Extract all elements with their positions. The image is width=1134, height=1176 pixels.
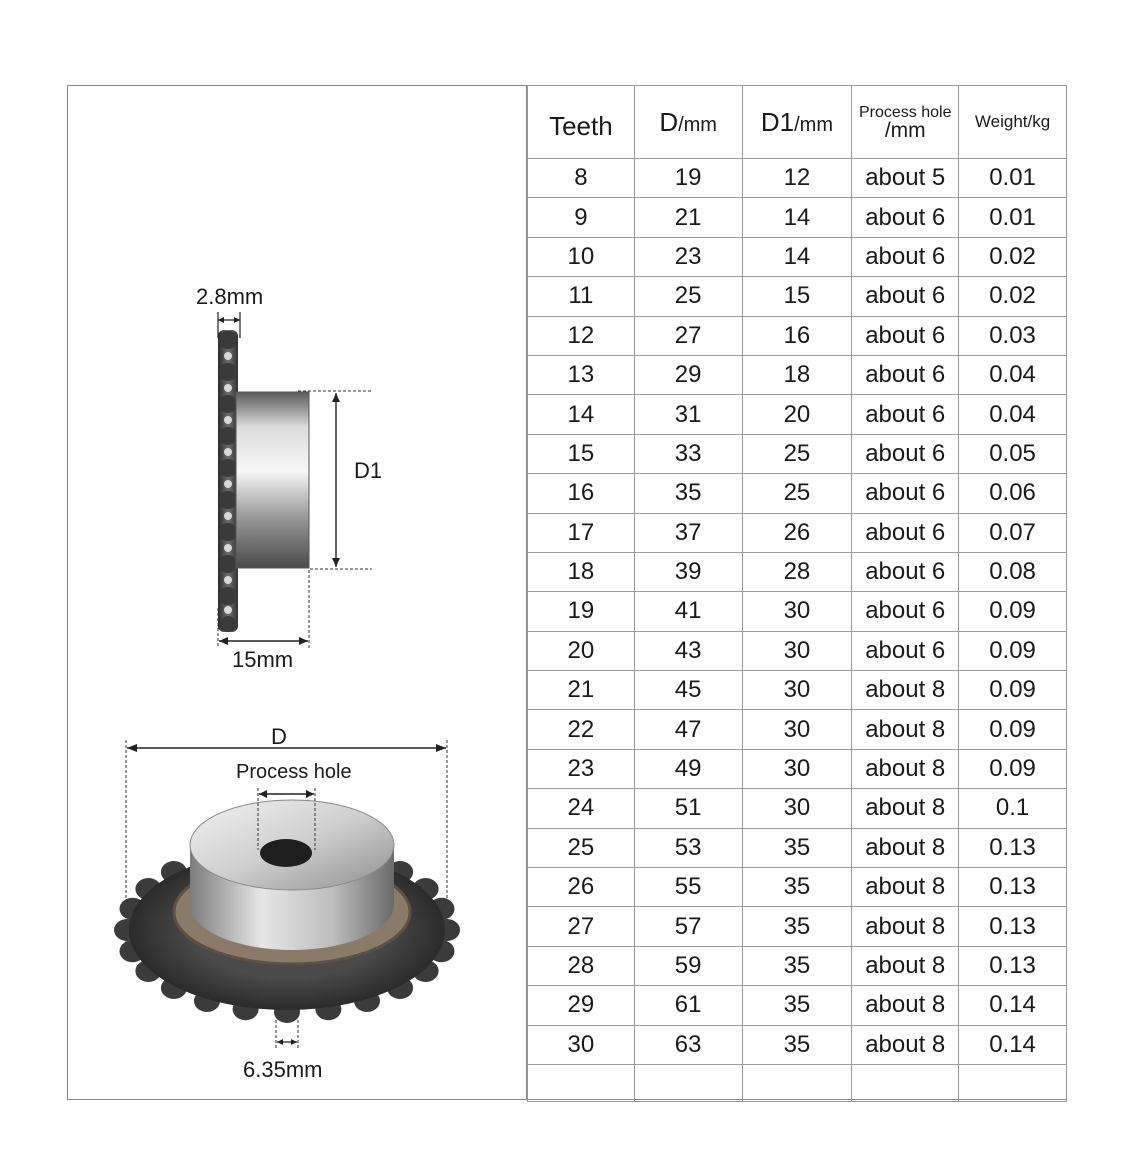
cell-process-hole: about 8 — [852, 868, 959, 907]
cell-d: 37 — [634, 513, 742, 552]
header-process-hole: Process hole /mm — [852, 86, 959, 159]
cell-d1: 25 — [742, 474, 852, 513]
cell-d1: 18 — [742, 355, 852, 394]
cell-teeth: 20 — [528, 631, 635, 670]
cell-teeth: 26 — [528, 868, 635, 907]
cell-process-hole: about 8 — [852, 828, 959, 867]
cell-teeth: 13 — [528, 355, 635, 394]
cell-process-hole: about 6 — [852, 237, 959, 276]
cell-d: 21 — [634, 198, 742, 237]
cell-weight: 0.07 — [959, 513, 1067, 552]
cell-process-hole: about 6 — [852, 631, 959, 670]
thickness-label: 2.8mm — [196, 284, 264, 309]
pitch-label: 6.35mm — [243, 1057, 323, 1082]
cell-d1: 12 — [742, 159, 852, 198]
cell-weight: 0.09 — [959, 671, 1067, 710]
header-teeth: Teeth — [528, 86, 635, 159]
outer-diameter-label: D — [271, 724, 287, 749]
cell-weight: 0.08 — [959, 552, 1067, 591]
cell-d1: 30 — [742, 749, 852, 788]
table-row — [528, 789, 1067, 828]
cell-weight: 0.04 — [959, 355, 1067, 394]
cell-d1: 35 — [742, 986, 852, 1025]
cell-teeth: 11 — [528, 277, 635, 316]
cell-teeth: 25 — [528, 828, 635, 867]
cell-weight: 0.01 — [959, 198, 1067, 237]
cell-process-hole: about 6 — [852, 316, 959, 355]
table-row — [528, 474, 1067, 513]
cell-d1: 35 — [742, 828, 852, 867]
hub-diameter-label: D1 — [354, 458, 383, 483]
cell-d: 49 — [634, 749, 742, 788]
cell-weight: 0.09 — [959, 710, 1067, 749]
table-row — [528, 434, 1067, 473]
cell-d1: 15 — [742, 277, 852, 316]
cell-teeth: 18 — [528, 552, 635, 591]
cell-weight: 0.13 — [959, 828, 1067, 867]
cell-d: 51 — [634, 789, 742, 828]
cell-teeth: 27 — [528, 907, 635, 946]
cell-d: 55 — [634, 868, 742, 907]
cell-d: 31 — [634, 395, 742, 434]
hub-side — [236, 392, 309, 568]
table-row — [528, 198, 1067, 237]
table-row — [528, 986, 1067, 1025]
cell-weight: 0.01 — [959, 159, 1067, 198]
cell-process-hole: about 8 — [852, 986, 959, 1025]
cell-d: 61 — [634, 986, 742, 1025]
cell-teeth: 21 — [528, 671, 635, 710]
cell-d1: 35 — [742, 946, 852, 985]
cell-teeth: 10 — [528, 237, 635, 276]
cell-d: 59 — [634, 946, 742, 985]
cell-weight: 0.14 — [959, 986, 1067, 1025]
hub-length-label: 15mm — [232, 647, 294, 672]
cell-teeth: 22 — [528, 710, 635, 749]
process-hole — [260, 839, 312, 867]
cell-teeth: 29 — [528, 986, 635, 1025]
table-row — [528, 946, 1067, 985]
cell-process-hole: about 8 — [852, 907, 959, 946]
table-row — [528, 749, 1067, 788]
cell-d1: 25 — [742, 434, 852, 473]
cell-d1: 14 — [742, 237, 852, 276]
cell-d1: 28 — [742, 552, 852, 591]
cell-teeth: 19 — [528, 592, 635, 631]
cell-process-hole: about 6 — [852, 395, 959, 434]
spec-table — [527, 85, 1067, 1102]
cell-weight: 0.13 — [959, 907, 1067, 946]
cell-process-hole: about 8 — [852, 789, 959, 828]
cell-process-hole: about 6 — [852, 592, 959, 631]
cell-weight: 0.02 — [959, 237, 1067, 276]
cell-teeth: 12 — [528, 316, 635, 355]
cell-weight: 0.14 — [959, 1025, 1067, 1064]
cell-process-hole: about 6 — [852, 474, 959, 513]
cell-d1: 30 — [742, 710, 852, 749]
table-row — [528, 513, 1067, 552]
table-row — [528, 671, 1067, 710]
cell-d1: 14 — [742, 198, 852, 237]
table-row — [528, 828, 1067, 867]
cell-process-hole: about 8 — [852, 1025, 959, 1064]
cell-teeth: 28 — [528, 946, 635, 985]
cell-weight: 0.13 — [959, 868, 1067, 907]
cell-process-hole: about 8 — [852, 946, 959, 985]
cell-teeth: 14 — [528, 395, 635, 434]
cell-d1: 30 — [742, 789, 852, 828]
table-row — [528, 237, 1067, 276]
table-row — [528, 316, 1067, 355]
side-view — [218, 312, 372, 648]
table-row — [528, 592, 1067, 631]
cell-d: 45 — [634, 671, 742, 710]
header-d1: D1/mm — [742, 86, 852, 159]
cell-d1: 30 — [742, 592, 852, 631]
cell-d1: 30 — [742, 671, 852, 710]
cell-process-hole: about 8 — [852, 710, 959, 749]
cell-weight: 0.02 — [959, 277, 1067, 316]
cell-weight: 0.09 — [959, 749, 1067, 788]
table-row — [528, 1025, 1067, 1064]
cell-weight: 0.09 — [959, 592, 1067, 631]
cell-d1: 20 — [742, 395, 852, 434]
cell-d: 33 — [634, 434, 742, 473]
cell-process-hole: about 6 — [852, 277, 959, 316]
cell-teeth: 24 — [528, 789, 635, 828]
cell-d: 27 — [634, 316, 742, 355]
cell-d: 19 — [634, 159, 742, 198]
cell-d: 39 — [634, 552, 742, 591]
cell-teeth: 8 — [528, 159, 635, 198]
cell-process-hole: about 6 — [852, 198, 959, 237]
table-row — [528, 277, 1067, 316]
cell-d1: 35 — [742, 868, 852, 907]
cell-teeth: 30 — [528, 1025, 635, 1064]
cell-weight: 0.04 — [959, 395, 1067, 434]
cell-process-hole: about 8 — [852, 671, 959, 710]
cell-weight: 0.09 — [959, 631, 1067, 670]
cell-teeth: 9 — [528, 198, 635, 237]
cell-weight: 0.03 — [959, 316, 1067, 355]
table-row — [528, 355, 1067, 394]
table-row — [528, 395, 1067, 434]
cell-d1: 35 — [742, 1025, 852, 1064]
cell-d1: 35 — [742, 907, 852, 946]
table-row — [528, 552, 1067, 591]
cell-d: 35 — [634, 474, 742, 513]
table-row — [528, 710, 1067, 749]
table-row — [528, 868, 1067, 907]
cell-process-hole: about 6 — [852, 355, 959, 394]
process-hole-label: Process hole — [236, 761, 352, 783]
front-view — [114, 740, 460, 1050]
cell-d: 23 — [634, 237, 742, 276]
cell-d: 29 — [634, 355, 742, 394]
table-header-row — [528, 86, 1067, 159]
cell-d: 25 — [634, 277, 742, 316]
cell-process-hole: about 8 — [852, 749, 959, 788]
cell-weight: 0.13 — [959, 946, 1067, 985]
cell-weight: 0.1 — [959, 789, 1067, 828]
cell-d1: 16 — [742, 316, 852, 355]
cell-process-hole: about 6 — [852, 434, 959, 473]
cell-d: 57 — [634, 907, 742, 946]
cell-d: 41 — [634, 592, 742, 631]
table-blank-row — [528, 1064, 1067, 1101]
cell-d: 43 — [634, 631, 742, 670]
cell-d: 47 — [634, 710, 742, 749]
cell-d: 53 — [634, 828, 742, 867]
header-d: D/mm — [634, 86, 742, 159]
cell-d1: 30 — [742, 631, 852, 670]
cell-teeth: 23 — [528, 749, 635, 788]
cell-d1: 26 — [742, 513, 852, 552]
cell-process-hole: about 5 — [852, 159, 959, 198]
cell-teeth: 17 — [528, 513, 635, 552]
cell-weight: 0.06 — [959, 474, 1067, 513]
table-row — [528, 907, 1067, 946]
cell-process-hole: about 6 — [852, 513, 959, 552]
table-row — [528, 159, 1067, 198]
cell-teeth: 15 — [528, 434, 635, 473]
cell-weight: 0.05 — [959, 434, 1067, 473]
cell-teeth: 16 — [528, 474, 635, 513]
header-weight: Weight/kg — [959, 86, 1067, 159]
cell-process-hole: about 6 — [852, 552, 959, 591]
cell-d: 63 — [634, 1025, 742, 1064]
table-row — [528, 631, 1067, 670]
